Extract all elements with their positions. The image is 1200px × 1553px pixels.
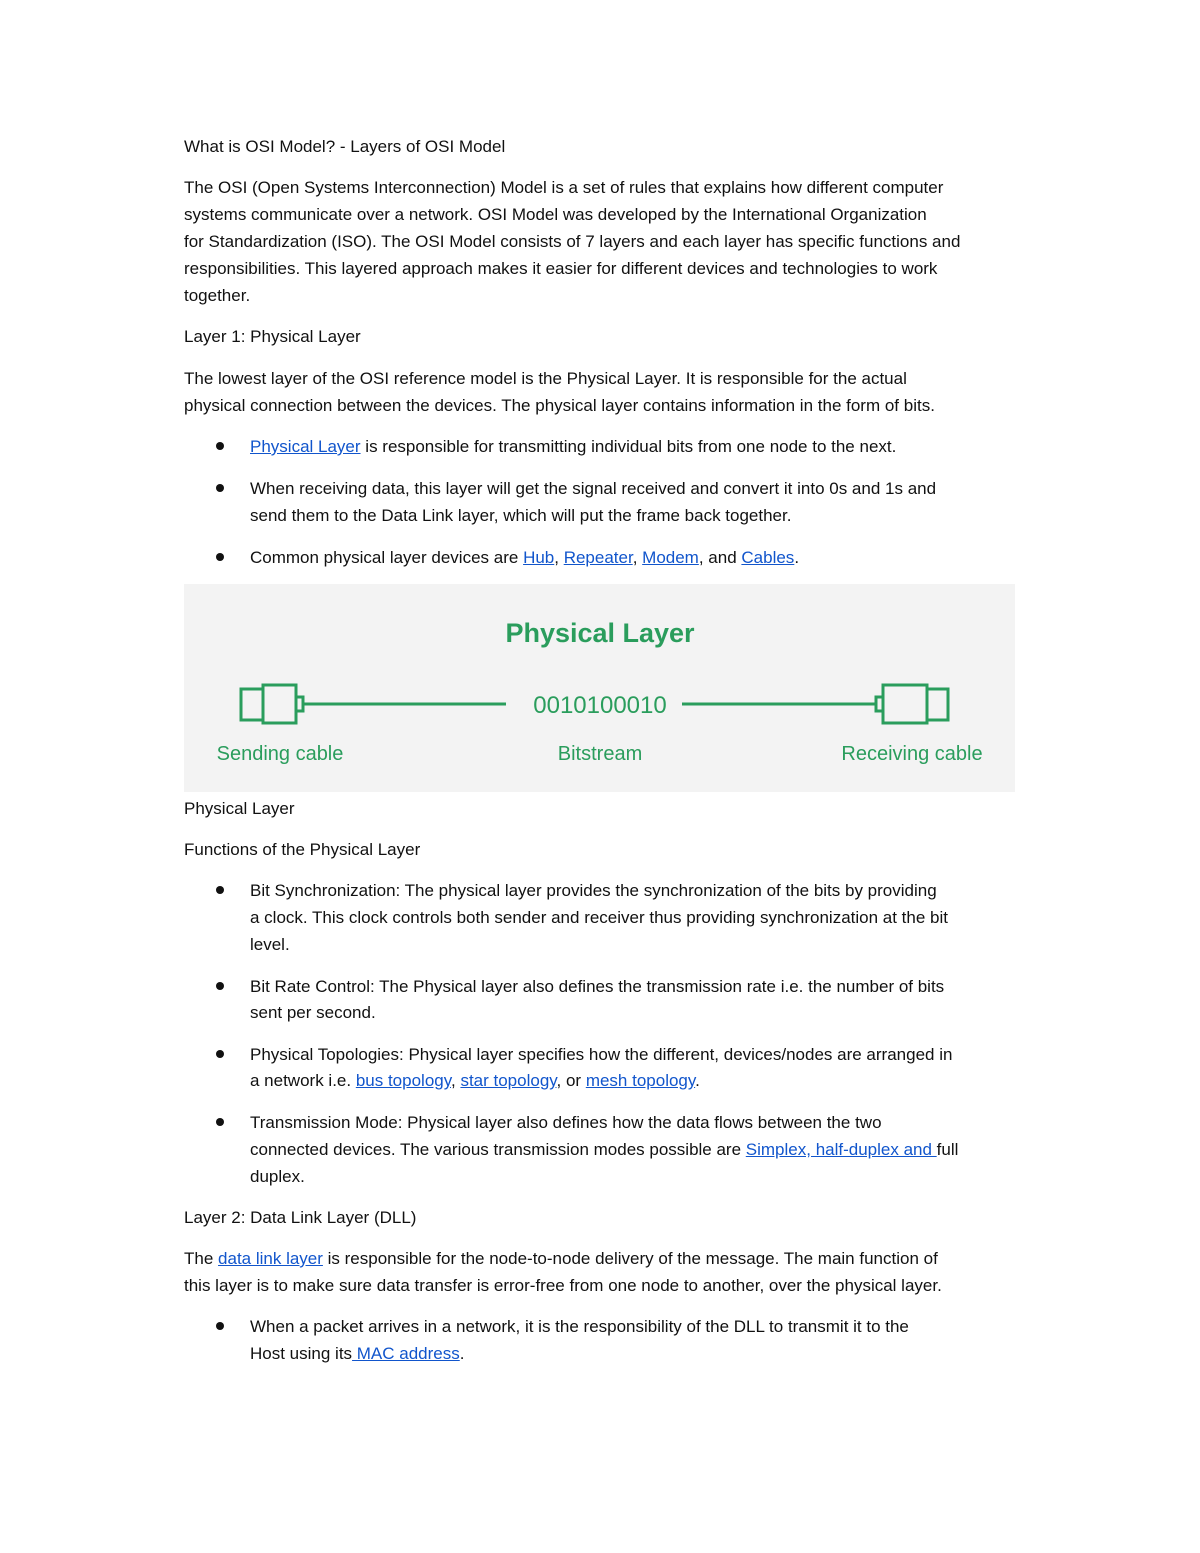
receiving-cable-label: Receiving cable [841, 743, 983, 765]
bullet-text: a network i.e. [250, 1071, 356, 1090]
physical-layer-diagram [184, 584, 1015, 792]
bullet-dot [216, 886, 224, 894]
bullet-text: Common physical layer devices are [250, 548, 524, 567]
function-bit-sync-cont: level. [250, 935, 290, 954]
figure-caption: Physical Layer [184, 799, 295, 818]
layer1-heading: Layer 1: Physical Layer [184, 327, 361, 346]
paragraph-text: is responsible for the node-to-node delivery of the message. The main function of [322, 1249, 938, 1268]
bullet-dot [216, 982, 224, 990]
bus-topology-link[interactable]: bus topology [355, 1071, 451, 1090]
cables-link[interactable]: Cables [741, 548, 795, 567]
separator: . [794, 548, 800, 567]
sending-cable-icon [241, 685, 303, 723]
bullet-dot [216, 1118, 224, 1126]
function-transmission-mode-cont [250, 1136, 1024, 1163]
function-transmission-mode-cont: duplex. [250, 1167, 305, 1186]
separator: , [554, 548, 564, 567]
intro-line: responsibilities. This layered approach makes it easier for different devices and technologies to work [184, 259, 938, 278]
repeater-link[interactable]: Repeater [563, 548, 633, 567]
layer1-bullet-1 [250, 433, 1024, 460]
separator: . [695, 1071, 700, 1090]
star-topology-link[interactable]: star topology [460, 1071, 557, 1090]
receiving-cable-icon [876, 685, 948, 723]
layer2-heading: Layer 2: Data Link Layer (DLL) [184, 1208, 417, 1227]
function-bit-sync-cont: a clock. This clock controls both sender and receiver thus providing synchronization at the bit [250, 908, 948, 927]
mesh-topology-link[interactable]: mesh topology [585, 1071, 696, 1090]
layer2-bullet-1-cont [250, 1340, 1024, 1367]
layer1-bullet-2-cont: send them to the Data Link layer, which will put the frame back together. [250, 506, 792, 525]
physical-layer-link[interactable]: Physical Layer [250, 437, 361, 456]
layer2-bullet-1: When a packet arrives in a network, it is the responsibility of the DLL to transmit it to the [250, 1317, 909, 1336]
layer2-desc-line [184, 1245, 1024, 1272]
diagram-svg [184, 584, 1015, 792]
function-transmission-mode: Transmission Mode: Physical layer also defines how the data flows between the two [250, 1113, 882, 1132]
bitstream-value: 0010100010 [533, 692, 667, 719]
data-link-layer-link[interactable]: data link layer [218, 1249, 323, 1268]
bullet-dot [216, 1322, 224, 1330]
mac-address-link[interactable]: MAC address [352, 1344, 460, 1363]
separator: . [459, 1344, 465, 1363]
separator: , [632, 548, 643, 567]
bullet-text: is responsible for transmitting individual bits from one node to the next. [360, 437, 897, 456]
layer2-desc-line: this layer is to make sure data transfer is error-free from one node to another, over the physical layer. [184, 1276, 942, 1295]
bullet-text: connected devices. The various transmission modes possible are [250, 1140, 746, 1159]
bullet-dot [216, 484, 224, 492]
function-bit-rate-cont: sent per second. [250, 1003, 376, 1022]
bitstream-label: Bitstream [557, 743, 643, 765]
hub-link[interactable]: Hub [523, 548, 555, 567]
separator: , [450, 1071, 461, 1090]
bullet-dot [216, 553, 224, 561]
separator: , or [556, 1071, 586, 1090]
transmission-modes-link[interactable]: Simplex, half-duplex and [745, 1140, 937, 1159]
sending-cable-label: Sending cable [216, 743, 344, 765]
layer1-bullet-2: When receiving data, this layer will get the signal received and convert it into 0s and 1s and [250, 479, 937, 498]
paragraph-text: The [184, 1249, 219, 1268]
separator: , and [698, 548, 742, 567]
intro-line: systems communicate over a network. OSI Model was developed by the International Organization [184, 205, 927, 224]
bullet-text: Host using its [250, 1344, 353, 1363]
bullet-text: full [936, 1140, 959, 1159]
diagram-title: Physical Layer [505, 618, 695, 648]
document-title: What is OSI Model? - Layers of OSI Model [184, 137, 506, 156]
layer1-desc-line: The lowest layer of the OSI reference model is the Physical Layer. It is responsible for the actual [184, 369, 907, 388]
function-topologies: Physical Topologies: Physical layer specifies how the different, devices/nodes are arranged in [250, 1045, 953, 1064]
bullet-dot [216, 442, 224, 450]
function-bit-rate: Bit Rate Control: The Physical layer also defines the transmission rate i.e. the number of bits [250, 977, 945, 996]
intro-line: together. [184, 286, 251, 305]
intro-line: The OSI (Open Systems Interconnection) Model is a set of rules that explains how different computer [184, 178, 944, 197]
functions-heading: Functions of the Physical Layer [184, 840, 421, 859]
layer1-bullet-3 [250, 544, 1024, 571]
function-topologies-cont [250, 1067, 1024, 1094]
intro-line: for Standardization (ISO). The OSI Model consists of 7 layers and each layer has specific functions and [184, 232, 961, 251]
bullet-dot [216, 1050, 224, 1058]
function-bit-sync: Bit Synchronization: The physical layer provides the synchronization of the bits by providing [250, 881, 937, 900]
layer1-desc-line: physical connection between the devices. The physical layer contains information in the form of bits. [184, 396, 935, 415]
modem-link[interactable]: Modem [642, 548, 699, 567]
